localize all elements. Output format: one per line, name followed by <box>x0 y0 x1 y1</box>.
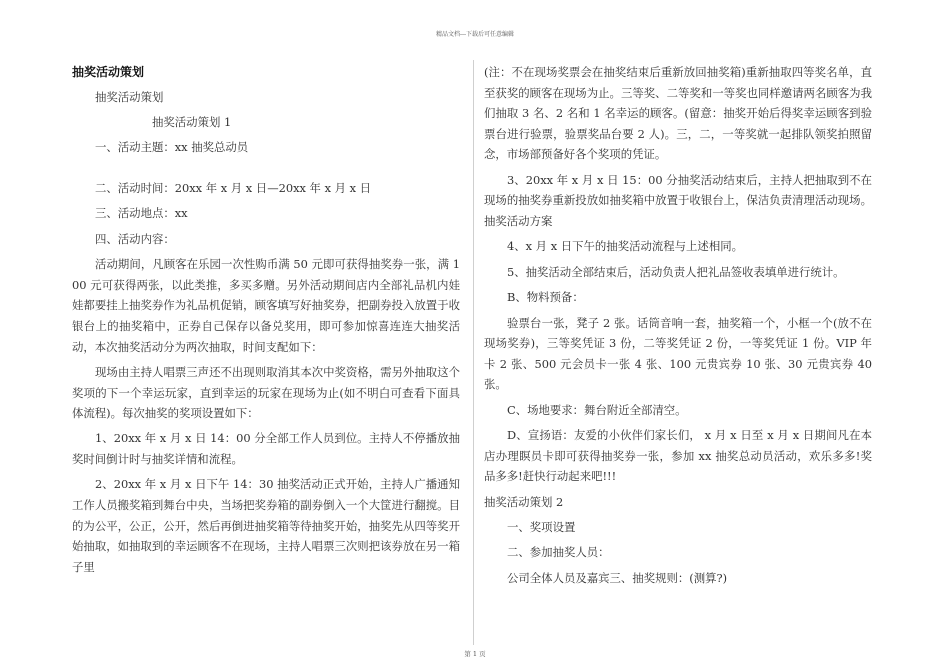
right-column <box>484 62 872 593</box>
column-divider <box>473 60 474 645</box>
right-paragraph: 抽奖活动策划 2 <box>484 494 564 509</box>
left-paragraph: 活动期间，凡顾客在乐园一次性购币满 50 元即可获得抽奖券一张，满 100 元可获得两张，以此类推，多买多赠。另外活动期间店内全部礼品机内娃娃都要挂上抽奖券作为礼品机促销，顾客填写好抽奖券，把副券投入放置于收银台上的抽奖箱中，正券自己保存以备兑奖用，即可参加惊喜连连大抽奖活动，本次抽奖活动分为两次抽取，时间支配如下： <box>72 257 460 354</box>
right-paragraph: 4、x 月 x 日下午的抽奖活动流程与上述相同。 <box>507 239 743 254</box>
left-paragraph: 抽奖活动策划 <box>72 65 145 79</box>
left-paragraph: 抽奖活动策划 <box>95 89 164 104</box>
right-paragraph: D、宣扬语：友爱的小伙伴们家长们， x 月 x 日至 x 月 x 日期间凡在本店办理瞑员卡即可获得抽奖券一张，参加 xx 抽奖总动员活动，欢乐多多!奖品多多!赶快行动起来吧!!! <box>484 428 872 484</box>
right-paragraph: 公司全体人员及嘉宾三、抽奖规则：(测算?) <box>507 570 728 585</box>
left-paragraph: 抽奖活动策划 1 <box>152 114 232 129</box>
left-paragraph: 二、活动时间：20xx 年 x 月 x 日—20xx 年 x 月 x 日 <box>95 180 372 195</box>
left-column <box>72 62 460 582</box>
right-paragraph: 3、20xx 年 x 月 x 日 15：00 分抽奖活动结束后，主持人把抽取到不在现场的抽奖券重新投放如抽奖箱中放置于收银台上，保洁负责清理活动现场。抽奖活动方案 <box>484 172 872 228</box>
page-header: 精品文档---下载后可任意编辑 <box>435 31 515 38</box>
left-paragraph: 四、活动内容： <box>95 231 175 246</box>
page-footer: 第 1 页 <box>464 650 486 658</box>
right-paragraph: 一、奖项设置 <box>507 520 576 535</box>
right-paragraph: 验票台一张，凳子 2 张。话筒音响一套，抽奖箱一个，小框一个(放不在现场奖券)，三等奖凭证 3 份，二等奖凭证 2 份，一等奖凭证 1 份。VIP 年卡 2 张、500 元会员卡一张 4 张、100 元贵宾券 10 张、30 元贵宾券 40 张。 <box>484 315 872 392</box>
left-paragraph: 一、活动主题：xx 抽奖总动员 <box>95 140 249 155</box>
right-paragraph: 二、参加抽奖人员： <box>507 545 610 560</box>
left-paragraph: 2、20xx 年 x 月 x 日下午 14：30 抽奖活动正式开始，主持人广播通知工作人员搬奖箱到舞台中央，当场把奖券箱的副券倒入一个大筐进行翻搅。目的为公平，公正，公开，然后再倒进抽奖箱等待抽奖开始，抽奖先从四等奖开始抽取，如抽取到的幸运顾客不在现场，主持人唱票三次则把该券放在另一箱子里 <box>72 477 460 574</box>
left-paragraph: 三、活动地点：xx <box>95 206 188 221</box>
left-paragraph: 1、20xx 年 x 月 x 日 14：00 分全部工作人员到位。主持人不停播放抽奖时间倒计时与抽奖详情和流程。 <box>72 431 460 467</box>
left-paragraph: 现场由主持人唱票三声还不出现则取消其本次中奖资格，需另外抽取这个奖项的下一个幸运玩家，直到幸运的玩家在现场为止(如不明白可查看下面具体流程)。每次抽奖的奖项设置如下： <box>72 364 460 421</box>
right-paragraph: C、场地要求：舞台附近全部清空。 <box>507 402 687 417</box>
right-paragraph: (注：不在现场奖票会在抽奖结束后重新放回抽奖箱)重新抽取四等奖名单，直至获奖的顾客在现场为止。三等奖、二等奖和一等奖也同样邀请两名顾客为我们抽取 3 名、2 名和 1 名幸运的顾客。(留意：抽奖开始后得奖幸运顾客到验票台进行验票，验票奖品台要 2 人)。三，二，一等奖就一起排队领奖拍照留念，市场部预备好各个奖项的凭证。 <box>484 65 872 162</box>
right-paragraph: 5、抽奖活动全部结束后，活动负责人把礼品签收表填单进行统计。 <box>507 264 845 279</box>
right-paragraph: B、物料预备： <box>507 290 584 305</box>
